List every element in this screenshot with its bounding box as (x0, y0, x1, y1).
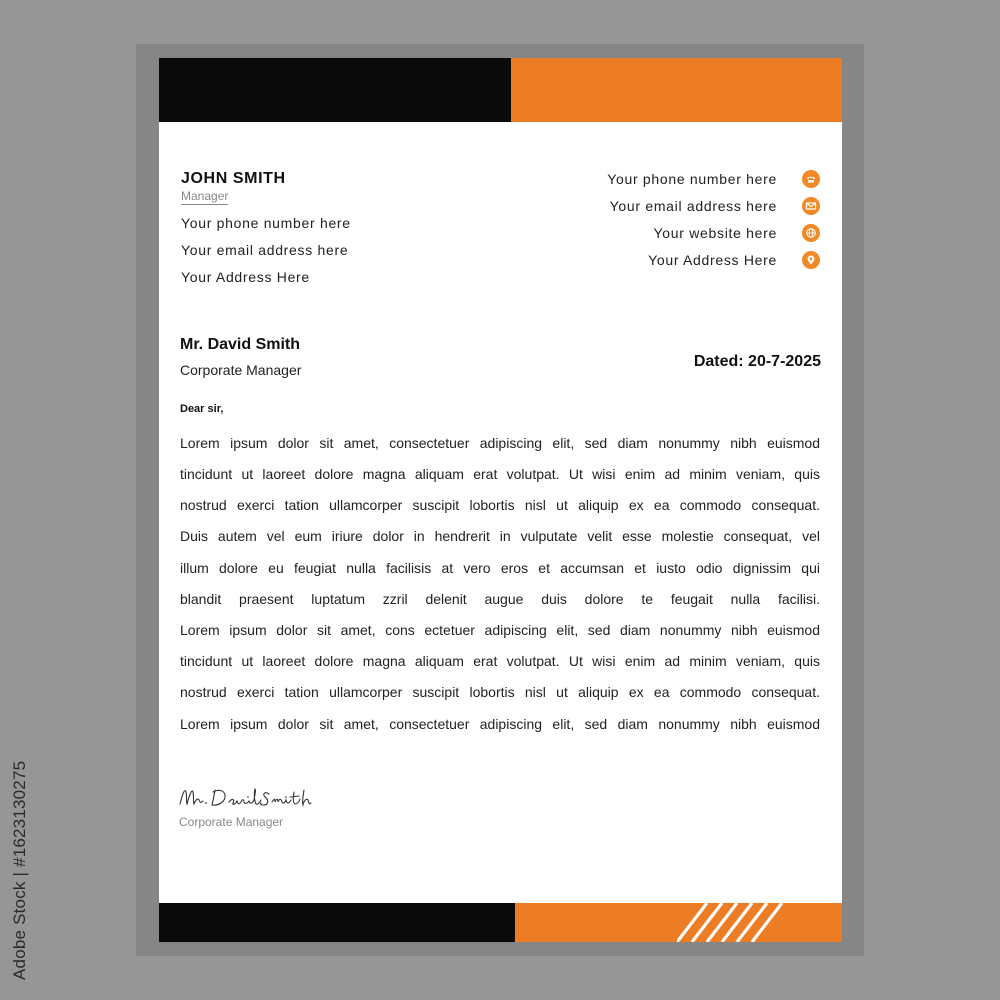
phone-icon (802, 170, 820, 188)
signature-title: Corporate Manager (179, 815, 284, 829)
sender-email: Your email address here (181, 242, 349, 258)
letter-date: Dated: 20-7-2025 (693, 353, 821, 370)
header-band-dark (159, 58, 511, 122)
contact-phone-text: Your phone number here (607, 171, 777, 187)
handwritten-signature (177, 780, 327, 816)
contact-address-text: Your Address Here (648, 252, 777, 268)
body-line: Lorem ipsum dolor sit amet, cons ectetuer adipiscing elit, sed diam nonummy nibh euismod (180, 622, 820, 638)
contact-row-phone (607, 170, 820, 188)
contact-row-email (610, 197, 820, 215)
footer-band-dark (159, 903, 515, 942)
recipient-title: Corporate Manager (180, 362, 302, 378)
body-line: Lorem ipsum dolor sit amet, consectetuer adipiscing elit, sed diam nonummy nibh euismod (180, 716, 820, 732)
body-line: nostrud exerci tation ullamcorper suscipit lobortis nisl ut aliquip ex ea commodo consequat. (180, 497, 820, 513)
header-band-orange (511, 58, 842, 122)
body-line: nostrud exerci tation ullamcorper suscipit lobortis nisl ut aliquip ex ea commodo consequat. (180, 684, 820, 700)
body-line: tincidunt ut laoreet dolore magna aliquam erat volutpat. Ut wisi enim ad minim veniam, quis (180, 653, 820, 669)
contact-website-text: Your website here (653, 225, 777, 241)
location-pin-icon (802, 251, 820, 269)
recipient-name: Mr. David Smith (180, 336, 301, 353)
body-line: illum dolore eu feugiat nulla facilisis at vero eros et accumsan et iusto odio dignissim qui (180, 560, 820, 576)
contact-row-website (654, 224, 820, 242)
sender-title: Manager (181, 189, 229, 203)
stock-watermark-label (6, 760, 34, 980)
sender-address: Your Address Here (181, 269, 310, 285)
body-line: Lorem ipsum dolor sit amet, consectetuer adipiscing elit, sed diam nonummy nibh euismod (180, 435, 820, 451)
sender-phone: Your phone number here (181, 215, 351, 231)
stock-watermark-text: Adobe Stock | #1623130275 (10, 760, 29, 980)
footer-stripes (677, 903, 807, 942)
mail-icon (802, 197, 820, 215)
globe-icon (802, 224, 820, 242)
letterhead-page (159, 58, 842, 942)
body-line: tincidunt ut laoreet dolore magna aliquam erat volutpat. Ut wisi enim ad minim veniam, quis (180, 466, 820, 482)
body-line: Duis autem vel eum iriure dolor in hendrerit in vulputate velit esse molestie consequat, vel (180, 528, 820, 544)
body-line: blandit praesent luptatum zzril delenit augue duis dolore te feugait nulla facilisi. (180, 591, 820, 607)
contact-row-address (648, 251, 820, 269)
sender-name: JOHN SMITH (181, 170, 286, 187)
greeting: Dear sir, (180, 403, 224, 415)
contact-email-text: Your email address here (609, 198, 777, 214)
